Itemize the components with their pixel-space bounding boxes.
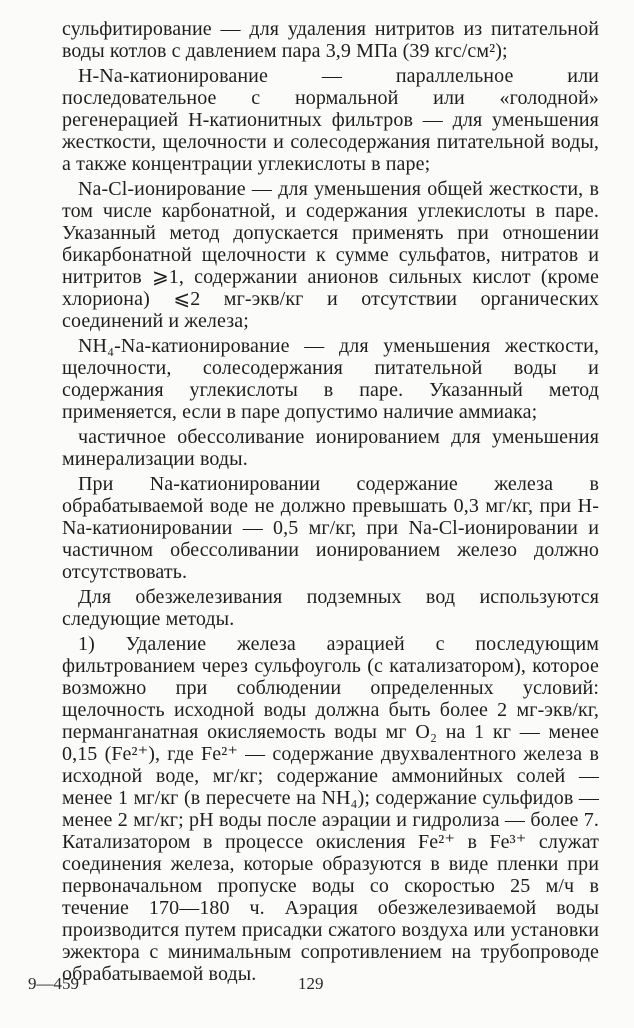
paragraph-nh4-na-cationization: NH₄-Na-катионирование — для уменьшения жесткости, щелочности, солесодержания питательной воды и содержания углекислоты в паре. Указанный метод применяется, если в паре допустимо наличие аммиака; <box>62 335 599 423</box>
page-footer <box>0 974 634 996</box>
paragraph-iron-limits: При Na-катионировании содержание железа в обрабатываемой воде не должно превышать 0,3 мг/кг, при H-Na-катионировании — 0,5 мг/кг, при Na-Cl-ионировании и частичном обессоливании ионированием железо должно отсутствовать. <box>62 473 599 583</box>
printer-signature: 9—459 <box>28 974 79 993</box>
paragraph-sulfitation: сульфитирование — для удаления нитритов из питательной воды котлов с давлением пара 3,9 МПа (39 кгс/см²); <box>62 18 599 62</box>
paragraph-aeration-method: 1) Удаление железа аэрацией с последующим фильтрованием через сульфоуголь (с катализатором), которое возможно при соблюдении определенных условий: щелочность исходной воды должна быть более 2 мг-экв/кг, перманганатная окисляемость воды мг O₂ на 1 кг — менее 0,15 (Fe²⁺), где Fe²⁺ — содержание двухвалентного железа в исходной воде, мг/кг; содержание аммонийных солей — менее 1 мг/кг (в пересчете на NH₄); содержание сульфидов — менее 2 мг/кг; pH воды после аэрации и гидролиза — более 7. Катализатором в процессе окисления Fe²⁺ в Fe³⁺ служат соединения железа, которые образуются в виде пленки при первоначальном пропуске воды со скоростью 25 м/ч в течение 170—180 ч. Аэрация обезжелезиваемой воды производится путем присадки сжатого воздуха или установки эжектора с минимальным сопротивлением на трубопроводе обрабатываемой воды. <box>62 633 599 985</box>
paragraph-na-cl-ionization: Na-Cl-ионирование — для уменьшения общей жесткости, в том числе карбонатной, и содержания углекислоты в паре. Указанный метод допускается применять при отношении бикарбонатной щелочности к сумме сульфатов, нитратов и нитритов ⩾1, содержании анионов сильных кислот (кроме хлориона) ⩽2 мг-экв/кг и отсутствии органических соединений и железа; <box>62 178 599 332</box>
paragraph-h-na-cationization: H-Na-катионирование — параллельное или последовательное с нормальной или «голодной» регенерацией H-катионитных фильтров — для уменьшения жесткости, щелочности и солесодержания питательной воды, а также концентрации углекислоты в паре; <box>62 65 599 175</box>
paragraph-partial-desalination: частичное обессоливание ионированием для уменьшения минерализации воды. <box>62 426 599 470</box>
body-text <box>62 18 599 988</box>
page-number: 129 <box>298 974 324 993</box>
paragraph-deironing-intro: Для обезжелезивания подземных вод используются следующие методы. <box>62 586 599 630</box>
